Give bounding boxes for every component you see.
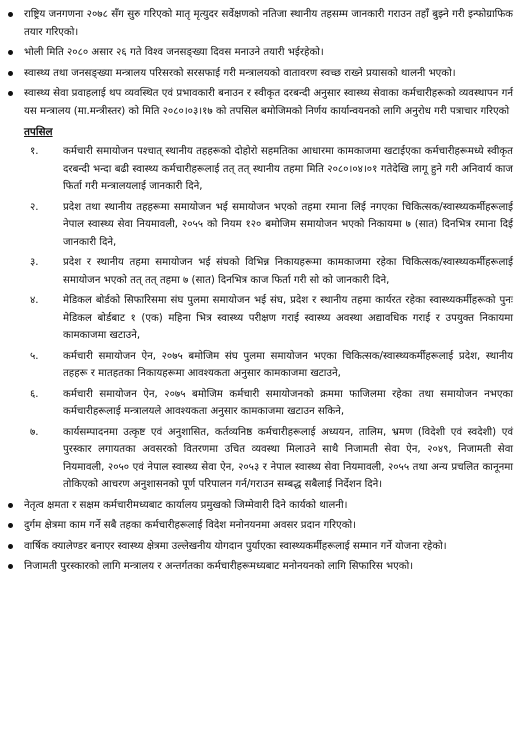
document-body xyxy=(0,6,525,576)
numbered-item xyxy=(0,292,525,345)
bullet-dot-icon xyxy=(8,503,13,508)
bullet-item xyxy=(0,497,525,515)
item-text: प्रदेश तथा स्थानीय तहहरूमा समायोजन भई समायोजन भएको तहमा रमाना लिई नगएका चिकित्सक/स्वास्थ्यकर्मीहरूलाई नेपाल स्वास्थ्य सेवा नियमावली, २०५५ को नियम १२० बमोजिम समायोजन भएको निकायमा ७ (सात) दिनभित्र रमाना दिई जानकारी दिने, xyxy=(63,201,513,248)
bullet-text: राष्ट्रिय जनगणना २०७८ सँग सुरु गरिएको मातृ मृत्युदर सर्वेक्षणको नतिजा स्थानीय तहसम्म जानकारी गराउन तहाँ बुझ्ने गरी इन्फोग्राफिक तयार गरिएको। xyxy=(24,9,513,38)
item-number: ५. xyxy=(30,350,39,362)
tapasil-heading: तपसिल xyxy=(24,126,53,138)
numbered-item xyxy=(0,386,525,421)
bullet-item xyxy=(0,65,525,83)
item-number: ६. xyxy=(30,388,39,400)
item-text: प्रदेश र स्थानीय तहमा समायोजन भई संघको विभिन्न निकायहरूमा कामकाजमा रहेका चिकित्सक/स्वास्थ्यकर्मीहरूलाई समायोजन भएको तत् तत् तहमा ७ (सात) दिनभित्र काज फिर्ता गरी सो को जानकारी दिने, xyxy=(63,257,513,286)
bullet-item xyxy=(0,6,525,41)
bullet-text: नेतृत्व क्षमता र सक्षम कर्मचारीमध्यबाट कार्यालय प्रमुखको जिम्मेवारी दिने कार्यको थालनी। xyxy=(24,499,348,511)
item-text: कार्यसम्पादनमा उत्कृष्ट एवं अनुशासित, कर्तव्यनिष्ठ कर्मचारीहरूलाई अध्ययन, तालिम, भ्रमण (विदेशी एवं स्वदेशी) एवं पुरस्कार लगायतका अवसरको वितरणमा उचित व्यवस्था मिलाउने साथै निजामती सेवा ऐन, २०४९, निजामती सेवा नियमावली, २०५० एवं नेपाल स्वास्थ्य सेवा ऐन, २०५३ र नेपाल स्वास्थ्य सेवा नियमावली, २०५५ तथा अन्य प्रचलित कानूनमा तोकिएको आचरण अनुशासनको पूर्ण परिपालन गर्न/गराउन सम्बद्ध सबैलाई निर्देशन दिने। xyxy=(63,426,513,490)
bullet-text: निजामती पुरस्कारको लागि मन्त्रालय र अन्तर्गतका कर्मचारीहरूमध्यबाट मनोनयनको लागि सिफारिस भएको। xyxy=(24,561,414,572)
bullet-item xyxy=(0,538,525,556)
numbered-item xyxy=(0,199,525,252)
item-number: ३. xyxy=(30,257,39,268)
item-number: ४. xyxy=(30,295,39,306)
bullet-text: स्वास्थ्य तथा जनसङ्ख्या मन्त्रालय परिसरको सरसफाई गरी मन्त्रालयको वातावरण स्वच्छ राख्ने प्रयासको थालनी भएको। xyxy=(24,67,456,79)
item-text: कर्मचारी समायोजन ऐन, २०७५ बमोजिम कर्मचारी समायोजनको क्रममा फाजिलमा रहेका तथा समायोजन नभएका कर्मचारीहरूलाई मन्त्रालयले आवश्यकता अनुसार कामकाजमा खटाउन सकिने, xyxy=(63,388,513,417)
bullet-dot-icon xyxy=(8,12,13,17)
bullet-dot-icon xyxy=(8,50,13,55)
item-number: ७. xyxy=(30,426,39,438)
item-number: १. xyxy=(30,146,39,157)
bullet-dot-icon xyxy=(8,71,13,76)
bullet-text: भोली मिति २०८० असार २६ गते विश्व जनसङ्ख्या दिवस मनाउने तयारी भईरहेको। xyxy=(24,47,324,58)
item-text: कर्मचारी समायोजन पश्चात् स्थानीय तहहरूको दोहोरो सहमतिका आधारमा कामकाजमा खटाईएका कर्मचारीहरूमध्ये स्वीकृत दरबन्दी भन्दा बढी स्वास्थ्य कर्मचारीहरूलाई तत् तत् स्थानीय तहमा मिति २०८०।०४।०१ गतेदेखि लागू हुने गरी अनिवार्य काज फिर्ता गरी मन्त्रालयलाई जानकारी दिने, xyxy=(63,146,513,192)
bullet-text: वार्षिक क्यालेण्डर बनाएर स्वास्थ्य क्षेत्रमा उल्लेखनीय योगदान पुर्याएका स्वास्थ्यकर्मीहरूलाई सम्मान गर्ने योजना रहेको। xyxy=(24,540,447,552)
item-text: मेडिकल बोर्डको सिफारिसमा संघ पुलमा समायोजन भई संघ, प्रदेश र स्थानीय तहमा कार्यरत रहेका स्वास्थ्यकर्मीहरूको पुनः मेडिकल बोर्डबाट १ (एक) महिना भित्र स्वास्थ्य परीक्षण गराई स्वास्थ्य अवस्था अद्यावधिक गराई र उपयुक्त निकायमा कामकाजमा खटाउने, xyxy=(63,295,513,341)
bullet-dot-icon xyxy=(8,523,13,528)
bullet-dot-icon xyxy=(8,544,13,549)
bullet-text: दुर्गम क्षेत्रमा काम गर्ने सबै तहका कर्मचारीहरूलाई विदेश मनोनयनमा अवसर प्रदान गरिएको। xyxy=(24,520,357,531)
bullet-item xyxy=(0,558,525,576)
bullet-item xyxy=(0,517,525,535)
numbered-item xyxy=(0,424,525,494)
bullet-item xyxy=(0,85,525,120)
bullet-item xyxy=(0,44,525,62)
item-number: २. xyxy=(30,201,39,213)
bullet-dot-icon xyxy=(8,91,13,96)
numbered-item xyxy=(0,143,525,196)
bullet-text: स्वास्थ्य सेवा प्रवाहलाई थप व्यवस्थित एवं प्रभावकारी बनाउन र स्वीकृत दरबन्दी अनुसार स्वास्थ्य सेवाका कर्मचारीहरूको व्यवस्थापन गर्न यस मन्त्रालय (मा.मन्त्रीस्तर) को मिति २०८०।०३।१७ को तपसिल बमोजिमको निर्णय कार्यान्वयनको लागि अनुरोध गरी पत्राचार गरिएको xyxy=(24,88,513,117)
item-text: कर्मचारी समायोजन ऐन, २०७५ बमोजिम संघ पुलमा समायोजन भएका चिकित्सक/स्वास्थ्यकर्मीहरूलाई प्रदेश, स्थानीय तहहरू र मातहतका निकायहरूमा आवश्यकता अनुसार कामकाजमा खटाउने, xyxy=(63,350,513,379)
bullet-dot-icon xyxy=(8,564,13,569)
numbered-item xyxy=(0,254,525,289)
numbered-item xyxy=(0,348,525,383)
